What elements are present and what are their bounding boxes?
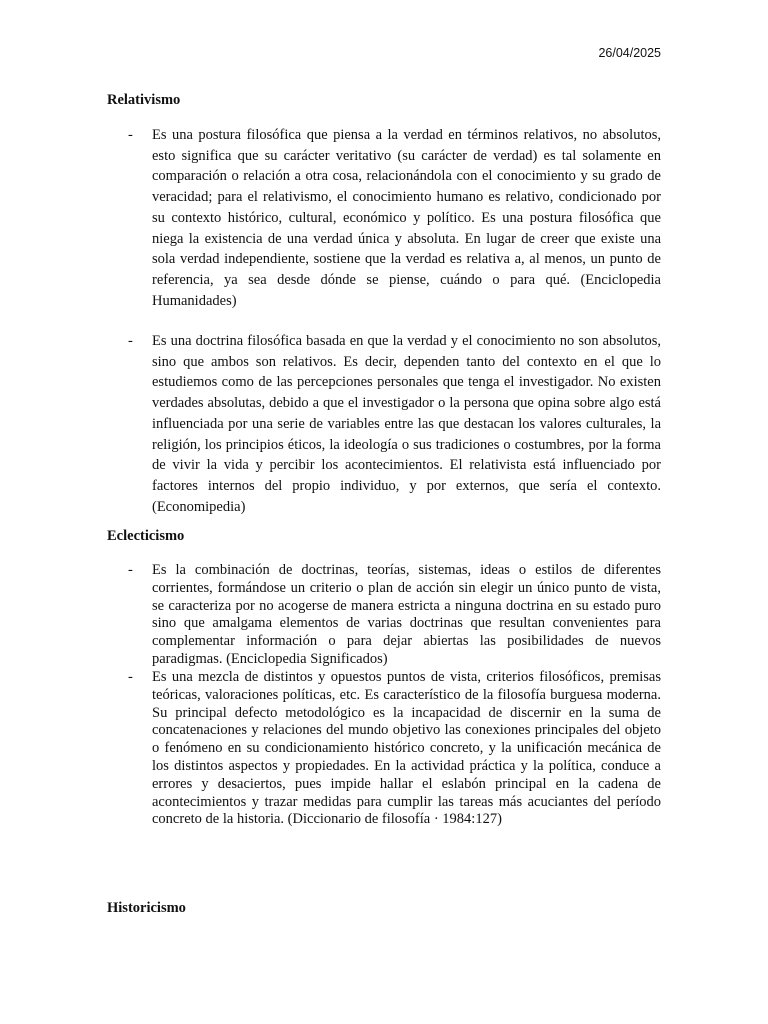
list-item <box>128 669 661 849</box>
heading-eclecticismo: Eclecticismo <box>107 528 185 544</box>
list-item-text: Es una postura filosófica que piensa a la verdad en términos relativos, no absolutos, esto significa que su carácter veritativo (su carácter de verdad) es tal solamente en comparación o relación a otra cosa, relacionándola con el conocimiento y su grado de veracidad; para el relativismo, el conocimiento humano es relativo, condicionado por su contexto histórico, cultural, económico y político. Es una postura filosófica que niega la existencia de una verdad única y absoluta. En lugar de creer que existe una sola verdad independiente, sostiene que la verdad es relativa a, al menos, un punto de referencia, ya sea desde dónde se piense, cuándo o para qué. (Enciclopedia Humanidades) <box>152 127 661 309</box>
document-date: 26/04/2025 <box>598 46 661 60</box>
bullet-dash: - <box>128 127 133 143</box>
list-item <box>128 125 661 311</box>
list-item-text: Es una doctrina filosófica basada en que la verdad y el conocimiento no son absolutos, sino que ambos son relativos. Es decir, dependen tanto del contexto en el que lo estudiemos como de las percepciones personales que tenga el investigador. No existen verdades absolutas, debido a que el investigador o la persona que opina sobre algo está influenciada por una serie de variables entre las que destacan los valores culturales, la religión, los principios éticos, la ideología o sus tradiciones o costumbres, por la forma de vivir la vida y percibir los acontecimientos. El relativista está influenciado por factores internos del propio individuo, y por externos, que sería el contexto. (Economipedia) <box>152 333 661 515</box>
list-item-text: Es la combinación de doctrinas, teorías, sistemas, ideas o estilos de diferentes corrientes, formándose un criterio o plan de acción sin elegir un único punto de vista, se caracteriza por no acogerse de manera estricta a ninguna doctrina en su estado puro sino que amalgama elementos de varias doctrinas que resultan convenientes para complementar información o para dejar abiertas las posibilidades de nuevos paradigmas. (Enciclopedia Significados) <box>152 562 661 667</box>
heading-relativismo: Relativismo <box>107 92 181 108</box>
bullet-dash: - <box>128 562 133 578</box>
heading-historicismo: Historicismo <box>107 900 186 916</box>
list-item <box>128 562 661 669</box>
bullet-dash: - <box>128 333 133 349</box>
list-item-text: Es una mezcla de distintos y opuestos puntos de vista, criterios filosóficos, premisas teóricas, valoraciones políticas, etc. Es característico de la filosofía burguesa moderna. Su principal defecto metodológico es la incapacidad de discernir en la suma de concatenaciones y relaciones del mundo objetivo las conexiones principales del objeto o fenómeno en su condicionamiento histórico concreto, y la unificación mecánica de los distintos aspectos y propiedades. En la actividad práctica y la política, conduce a errores y desaciertos, pues impide hallar el eslabón principal en la cadena de acontecimientos y trazar medidas para cumplir las tareas más acuciantes del período concreto de la historia. (Diccionario de filosofía · 1984:127) <box>152 669 661 828</box>
bullet-dash: - <box>128 669 133 685</box>
list-item <box>128 331 661 517</box>
